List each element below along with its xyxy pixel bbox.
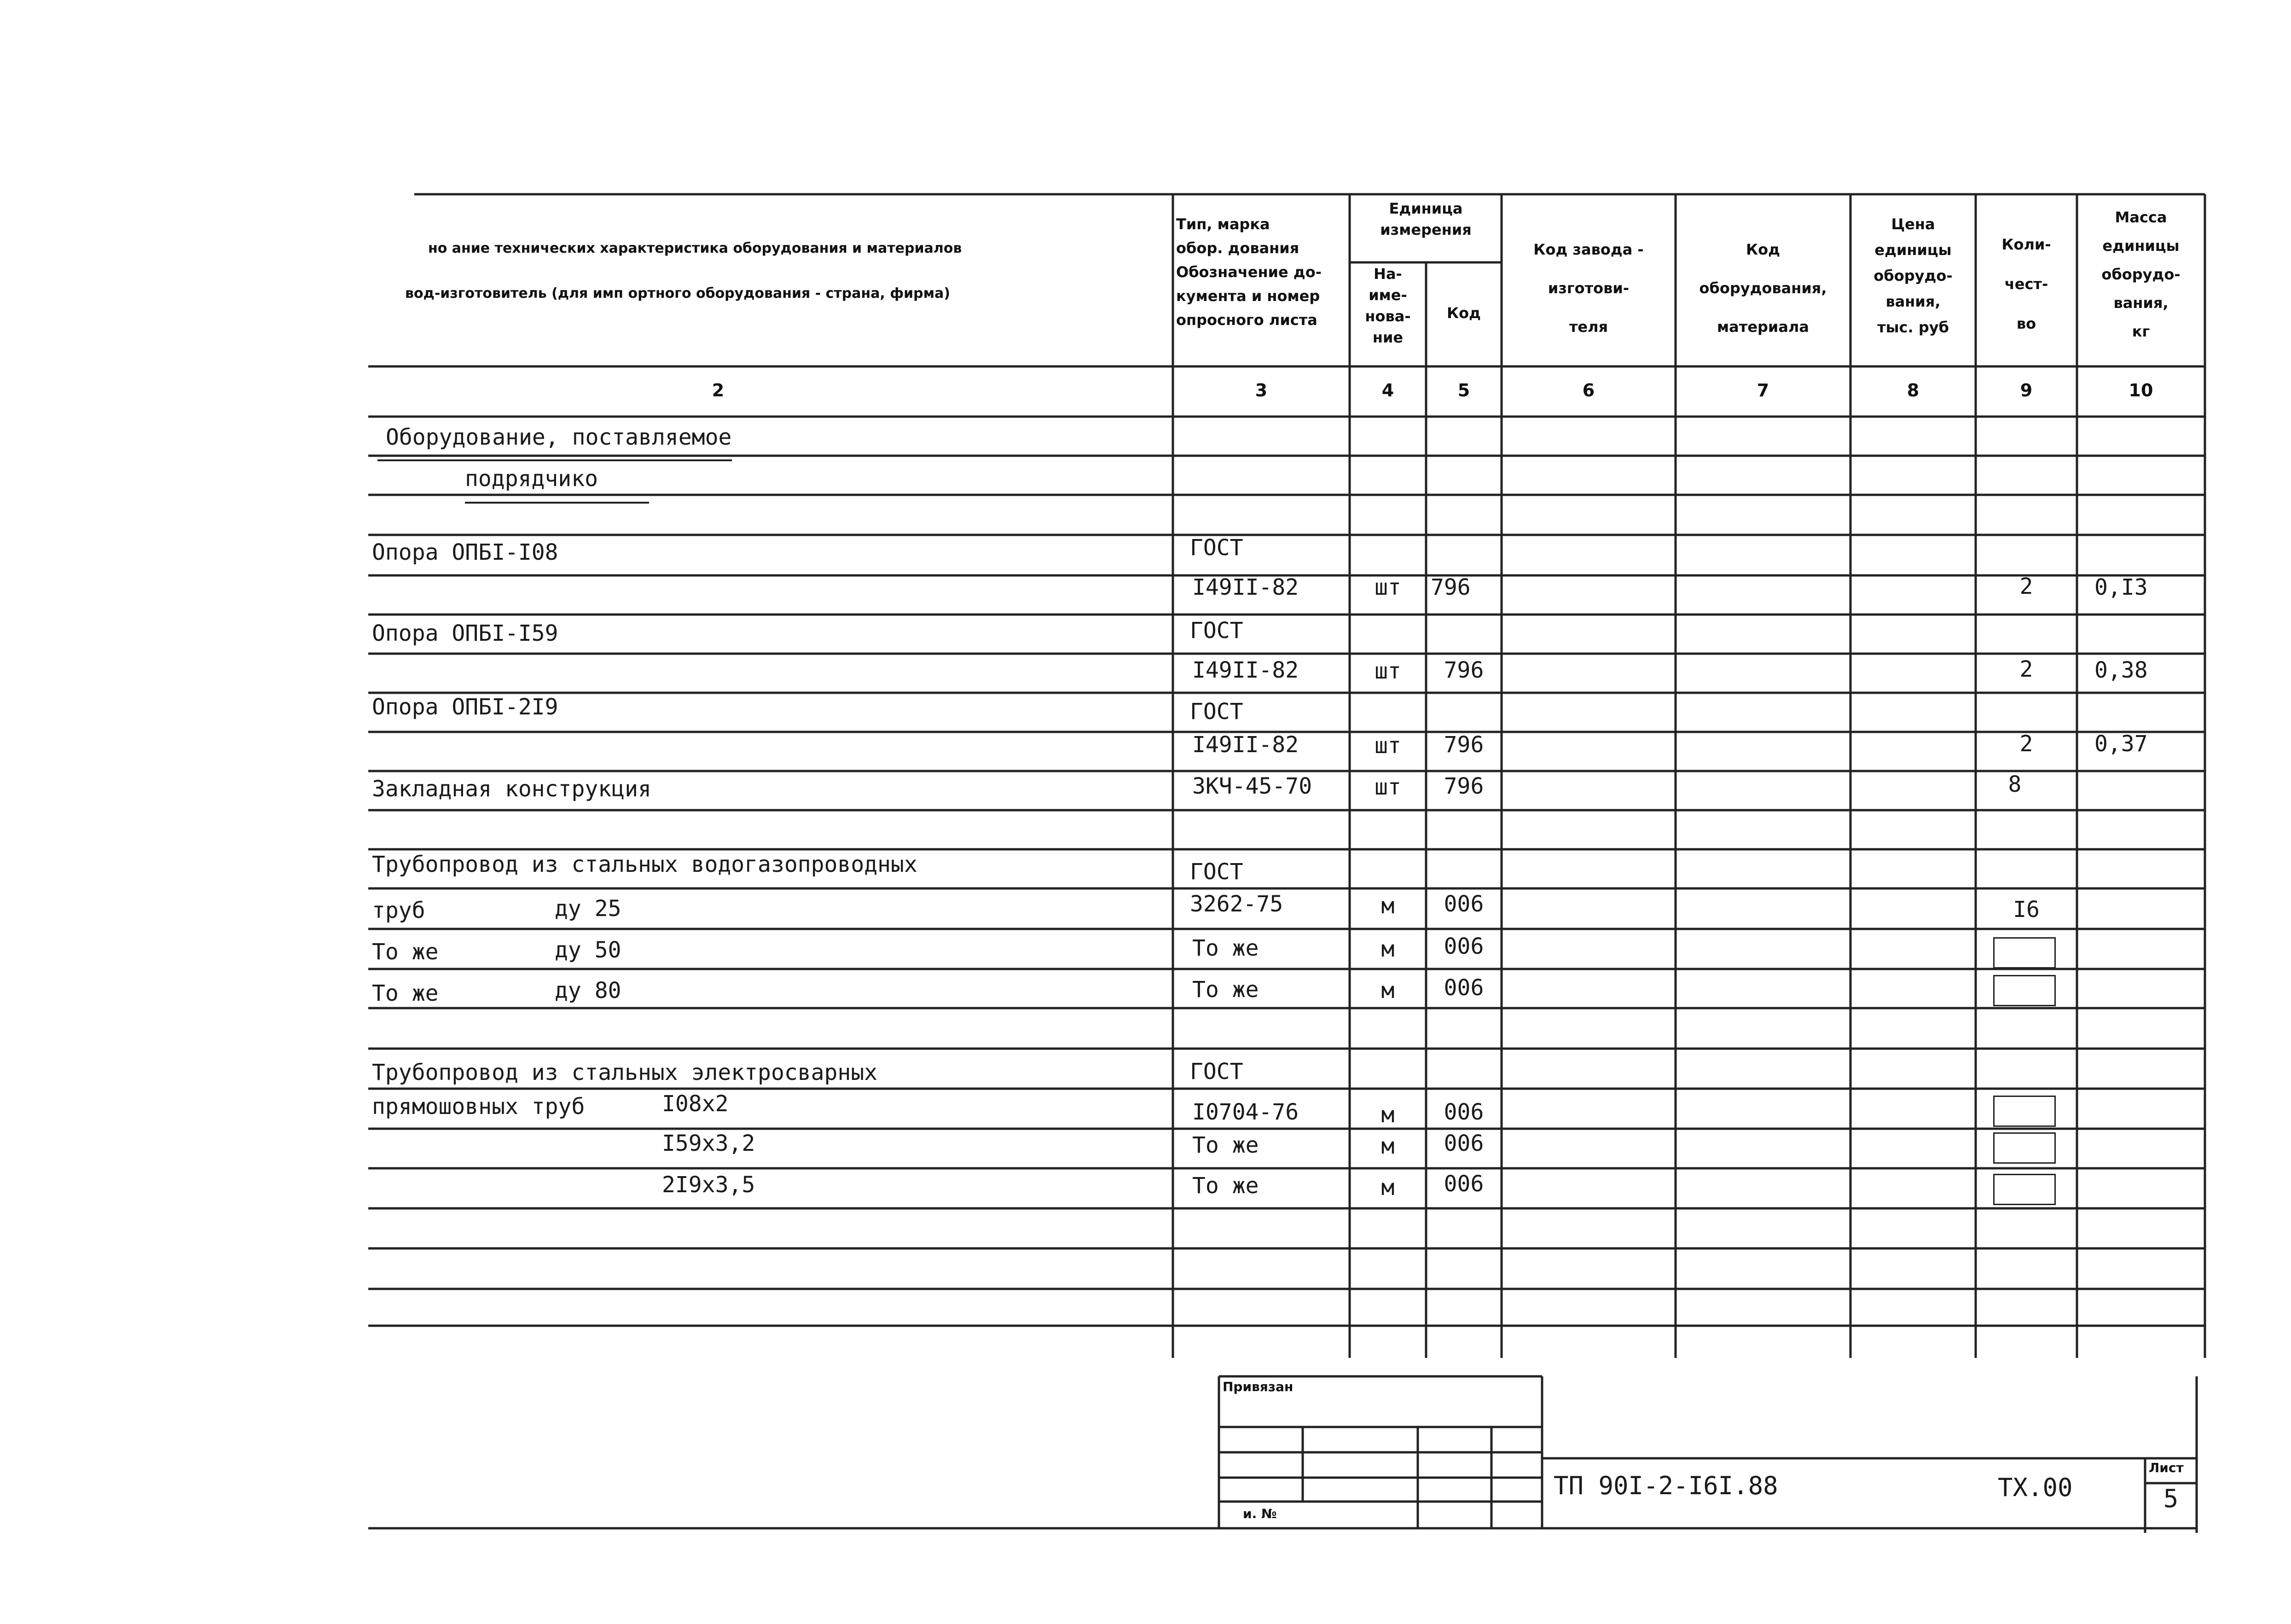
item-size: I59x3,2 bbox=[662, 1131, 755, 1156]
item-doc: ГОСТ bbox=[1190, 859, 1243, 885]
col3-header-line: обор. дования bbox=[1176, 239, 1299, 257]
item-doc: ГОСТ bbox=[1190, 699, 1243, 725]
unit-group-header bbox=[1351, 198, 1501, 240]
qty-entry-box bbox=[1993, 1174, 2056, 1205]
col3-header bbox=[1176, 209, 1347, 335]
item-doc: ГОСТ bbox=[1190, 1059, 1243, 1085]
item-unit: шт bbox=[1375, 574, 1401, 600]
item-unit-code: 796 bbox=[1444, 773, 1484, 799]
column-number: 6 bbox=[1582, 380, 1595, 400]
item-unit-code: 796 bbox=[1444, 657, 1484, 683]
section-heading: подрядчико bbox=[465, 466, 598, 492]
item-unit: м bbox=[1381, 893, 1395, 919]
col10-header-line: Масса bbox=[2115, 209, 2167, 226]
sheet-label: Лист bbox=[2149, 1460, 2184, 1475]
column-number: 9 bbox=[2020, 380, 2033, 400]
item-qty: 8 bbox=[2008, 771, 2022, 797]
col3-header-line: опросного листа bbox=[1176, 311, 1317, 329]
qty-entry-box bbox=[1993, 975, 2056, 1006]
sheet-number: 5 bbox=[2163, 1484, 2179, 1513]
item-doc: ГОСТ bbox=[1190, 618, 1243, 644]
section-code: ТХ.00 bbox=[1998, 1473, 2073, 1502]
item-mass: 0,37 bbox=[2094, 731, 2148, 757]
col4-header-line: ние bbox=[1372, 329, 1404, 346]
col6-header-line: изготови- bbox=[1548, 279, 1630, 297]
qty-entry-box bbox=[1993, 937, 2056, 969]
item-name: Опора ОПБI-I08 bbox=[372, 539, 558, 565]
column-number: 5 bbox=[1457, 380, 1470, 400]
item-unit: м bbox=[1381, 1102, 1395, 1128]
col3-header-line: Тип, марка bbox=[1176, 215, 1270, 233]
column-number: 2 bbox=[712, 380, 725, 400]
item-doc: То же bbox=[1192, 1132, 1259, 1158]
col2-header-line2: вод-изготовитель (для имп ортного оборудования - страна, фирма) bbox=[405, 285, 951, 302]
item-doc: 3262-75 bbox=[1190, 891, 1283, 917]
col8-header-line: тыс. руб bbox=[1877, 319, 1949, 336]
item-name: Трубопровод из стальных водогазопроводных bbox=[372, 852, 917, 877]
item-size: 2I9x3,5 bbox=[662, 1172, 755, 1198]
col10-header-line: кг bbox=[2132, 323, 2150, 340]
document-code: ТП 90I-2-I6I.88 bbox=[1554, 1471, 1778, 1500]
col10-header-line: вания, bbox=[2113, 294, 2169, 312]
col7-header bbox=[1677, 230, 1849, 346]
item-doc: I49II-82 bbox=[1192, 732, 1299, 758]
item-name: Опора ОПБI-I59 bbox=[372, 621, 558, 646]
col7-header-line: Код bbox=[1746, 241, 1780, 258]
col8-header bbox=[1852, 209, 1974, 342]
item-unit: шт bbox=[1375, 774, 1401, 800]
col9-header-line: чест- bbox=[2004, 275, 2048, 293]
col8-header-line: вания, bbox=[1885, 293, 1941, 310]
item-doc: То же bbox=[1192, 977, 1259, 1003]
item-unit-code: 006 bbox=[1444, 975, 1484, 1001]
item-unit: м bbox=[1381, 1133, 1395, 1159]
column-number: 4 bbox=[1381, 380, 1394, 400]
item-name: прямошовных труб bbox=[372, 1094, 585, 1119]
item-doc: То же bbox=[1192, 935, 1259, 961]
item-qty: 2 bbox=[2019, 731, 2033, 757]
linked-label: Привязан bbox=[1223, 1379, 1293, 1394]
col8-header-line: единицы bbox=[1874, 241, 1952, 259]
item-doc: I49II-82 bbox=[1192, 574, 1299, 600]
item-unit-code: 006 bbox=[1444, 1131, 1484, 1156]
item-mass: 0,38 bbox=[2094, 657, 2148, 683]
col8-header-line: оборудо- bbox=[1873, 267, 1953, 284]
col6-header-line: теля bbox=[1569, 318, 1608, 336]
item-size: I08x2 bbox=[662, 1091, 729, 1117]
item-name: То же bbox=[372, 939, 439, 965]
item-doc: ГОСТ bbox=[1190, 535, 1243, 561]
item-unit-code: 006 bbox=[1444, 1099, 1484, 1125]
item-size: ду 25 bbox=[555, 896, 621, 922]
column-number: 3 bbox=[1255, 380, 1268, 400]
item-unit: шт bbox=[1375, 733, 1401, 759]
col6-header-line: Код завода - bbox=[1533, 241, 1644, 258]
item-name: То же bbox=[372, 980, 439, 1006]
col3-header-line: кумента и номер bbox=[1176, 287, 1320, 305]
col5-header: Код bbox=[1447, 304, 1481, 322]
item-unit-code: 006 bbox=[1444, 1171, 1484, 1197]
col4-header-line: име- bbox=[1369, 286, 1407, 304]
column-number: 10 bbox=[2129, 380, 2153, 400]
item-doc: I49II-82 bbox=[1192, 657, 1299, 683]
item-unit-code: 006 bbox=[1444, 934, 1484, 959]
item-unit-code: 796 bbox=[1444, 732, 1484, 758]
item-unit: м bbox=[1381, 1175, 1395, 1201]
item-name: Трубопровод из стальных электросварных bbox=[372, 1060, 878, 1085]
item-unit-code: 006 bbox=[1444, 891, 1484, 917]
column-number: 7 bbox=[1757, 380, 1769, 400]
item-qty: 2 bbox=[2019, 574, 2033, 599]
item-mass: 0,I3 bbox=[2094, 574, 2148, 600]
unit-group-header-line: измерения bbox=[1380, 221, 1472, 238]
col10-header-line: единицы bbox=[2102, 237, 2180, 255]
col10-header bbox=[2078, 203, 2204, 346]
item-unit: м bbox=[1381, 978, 1395, 1003]
col8-header-line: Цена bbox=[1891, 215, 1935, 233]
col9-header bbox=[1977, 225, 2076, 343]
col9-header-line: Коли- bbox=[2001, 236, 2051, 253]
column-number: 8 bbox=[1907, 380, 1920, 400]
item-name: труб bbox=[372, 898, 425, 923]
col3-header-line: Обозначение до- bbox=[1176, 263, 1322, 281]
col10-header-line: оборудо- bbox=[2101, 266, 2181, 283]
item-unit: м bbox=[1381, 936, 1395, 962]
col9-header-line: во bbox=[2016, 315, 2036, 332]
unit-group-header-line: Единица bbox=[1389, 200, 1463, 217]
item-doc: То же bbox=[1192, 1173, 1259, 1199]
item-name: Опора ОПБI-2I9 bbox=[372, 694, 558, 720]
col2-header-line1: но ание технических характеристика оборудования и материалов bbox=[428, 240, 962, 256]
item-qty: I6 bbox=[2013, 897, 2040, 922]
qty-entry-box bbox=[1993, 1096, 2056, 1127]
item-doc: I0704-76 bbox=[1192, 1099, 1299, 1125]
item-unit: шт bbox=[1375, 658, 1401, 684]
col7-header-line: оборудования, bbox=[1699, 279, 1827, 297]
col4-header bbox=[1351, 263, 1425, 348]
item-qty: 2 bbox=[2019, 656, 2033, 682]
item-size: ду 50 bbox=[555, 937, 621, 963]
section-heading: Оборудование, поставляемое bbox=[386, 424, 732, 450]
item-doc: ЗКЧ-45-70 bbox=[1192, 773, 1312, 799]
item-unit-code: 796 bbox=[1431, 574, 1471, 600]
inventory-number-label: и. № bbox=[1243, 1506, 1277, 1521]
col4-header-line: нова- bbox=[1365, 307, 1411, 325]
col4-header-line: На- bbox=[1374, 265, 1402, 283]
item-size: ду 80 bbox=[555, 978, 621, 1003]
col6-header bbox=[1503, 230, 1674, 346]
item-name: Закладная конструкция bbox=[372, 776, 651, 802]
qty-entry-box bbox=[1993, 1132, 2056, 1164]
col7-header-line: материала bbox=[1717, 318, 1809, 336]
